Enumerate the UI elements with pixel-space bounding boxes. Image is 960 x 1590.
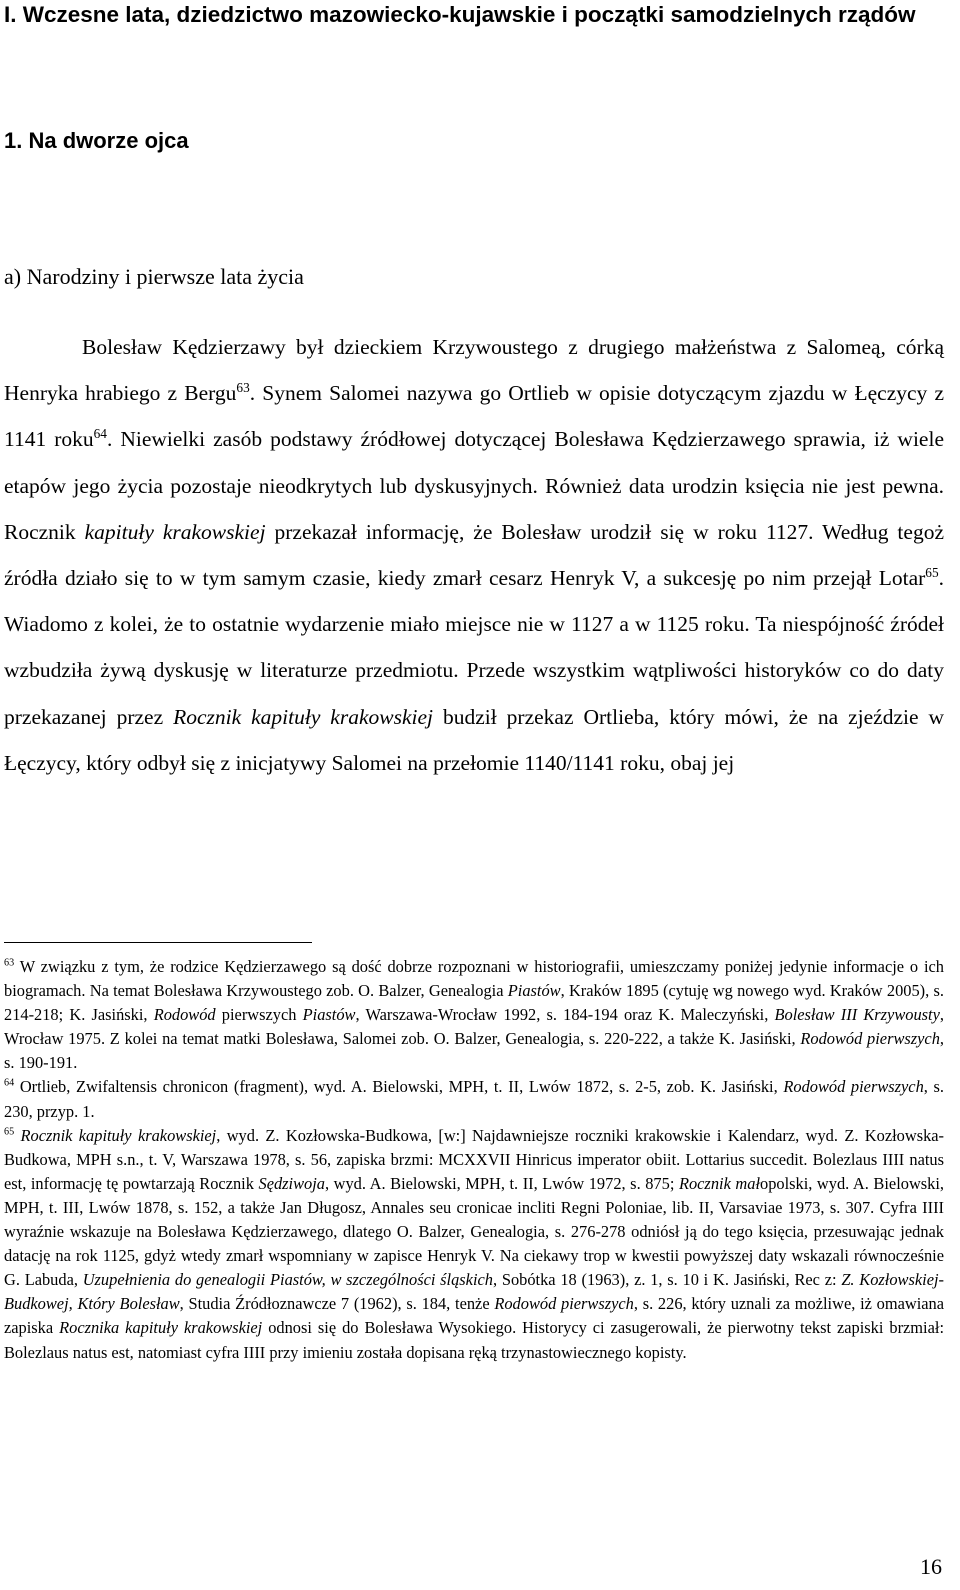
body-text-italic: kapituły krakowskiej (84, 519, 266, 544)
footnote-italic: Rocznik kapituły krakowskiej (20, 1125, 217, 1145)
footnote-italic: Rodowód pierwszych (494, 1294, 634, 1314)
subsection-title: a) Narodziny i pierwsze lata życia (4, 264, 304, 289)
footnote-number: 64 (4, 1078, 15, 1089)
footnote-text: opolski, wyd. A. Bielowski, MPH, t. III, Lwów 1878, s. 152, a także Jan Długosz, Annales seu cronicae incliti Regni Poloniae, lib. II, Varsaviae 1973, s. 307. Cyfra IIII wyraźnie wskazuje na Bolesława Kędzierzawego, dlatego O. Balzer, Genealogia, s. 276-278 odniósł ją do tego księcia, przesuwając jednak datację na rok 1125, gdyż wtedy zmarł wspomniany w zapisce Henryk V. Na ciekawy trop w kwestii powyższej daty wskazali równocześnie G. Labuda, (4, 1173, 945, 1290)
body-paragraph (4, 324, 944, 786)
footnote-italic: Z. Kozłowskiej-Budkowej, Który Bolesław (4, 1270, 944, 1314)
footnote-text: Ortlieb, Zwifaltensis chronicon (fragment), wyd. A. Bielowski, MPH, t. II, Lwów 1872, s. 2-5, zob. K. Jasiński, (14, 1077, 784, 1097)
body-text-segment: . Synem Salomei nazywa go Ortlieb w opisie dotyczącym zjazdu w Łęczycy z 1141 roku (4, 381, 945, 452)
body-text-segment: . Niewielki zasób podstawy źródłowej dotyczącej Bolesława Kędzierzawego sprawia, iż wiele etapów jego życia pozostaje nieodkrytych lub dyskusyjnych. Również data urodzin księcia nie jest pewna. (4, 427, 944, 498)
footnote-text: W związku z tym, że rodzice Kędzierzawego są dość dobrze rozpoznani w historiografii, umieszczamy poniżej jedynie informacje o ich biogramach. Na temat Bolesława Krzywoustego zob. O. Balzer, Genealogia (4, 957, 944, 1001)
footnote-italic: Rodowód (153, 1005, 216, 1025)
footnote-ref-64[interactable]: 64 (93, 426, 107, 442)
footnote-italic: Sędziwoja (258, 1173, 325, 1193)
page-number: 16 (920, 1554, 942, 1579)
footnote-text: pierwszych (215, 1005, 303, 1025)
body-text-segment: budził przekaz Ortlieba, który mówi, że na zjeździe w Łęczycy, który odbył się z inicjatywy Salomei na przełomie 1140/1141 roku, obaj jej (4, 704, 945, 775)
footnote-text: , Wrocław 1975. Z kolei na temat matki Bolesława, Salomei zob. O. Balzer, Genealogia, s. 220-222, a także K. Jasiński, (4, 1005, 944, 1049)
footnote-italic: Rodowód pierwszych (783, 1077, 924, 1097)
footnote-text: , s. 230, przyp. 1. (4, 1077, 945, 1121)
body-text-segment: przekazał informację, że Bolesław urodził się w roku 1127. Według tegoż źródła działo się to w tym samym czasie, kiedy zmarł cesarz Henryk V, a sukcesję po nim przejął Lotar (4, 519, 944, 591)
footnote-number: 65 (4, 1126, 15, 1138)
footnote-text: , Kraków 1895 (cytuję wg nowego wyd. Kraków 2005), s. 214-218; K. Jasiński, (4, 981, 944, 1025)
footnote-italic: Uzupełnienia do genealogii Piastów, w szczególności śląskich (82, 1270, 493, 1290)
footnote-64 (4, 1075, 944, 1123)
chapter-title: I. Wczesne lata, dziedzictwo mazowiecko-kujawskie i początki samodzielnych rządów (4, 2, 916, 27)
footnote-text: , s. 190-191. (4, 1029, 944, 1073)
body-text-italic: Rocznik kapituły krakowskiej (173, 704, 434, 729)
footnote-ref-65[interactable]: 65 (925, 564, 939, 580)
footnote-italic: Piastów (302, 1005, 356, 1025)
footnote-text: , Warszawa-Wrocław 1992, s. 184-194 oraz K. Maleczyński, (355, 1005, 775, 1025)
footnote-italic: Piastów (507, 981, 561, 1001)
body-text-segment: . Wiadomo z kolei, że to ostatnie wydarzenie miało miejsce nie w 1127 a w 1125 roku. Ta niespójność źródeł wzbudziła żywą dyskusję w literaturze przedmiotu. Przede wszystkim wątpliwości historyków co do daty przekazanej przez (4, 566, 944, 729)
footnote-italic: Rodowód pierwszych (800, 1029, 940, 1049)
body-text-segment: Rocznik (4, 519, 85, 544)
section-title: 1. Na dworze ojca (4, 128, 189, 153)
footnote-63 (4, 955, 944, 1075)
footnote-text: , wyd. Z. Kozłowska-Budkowa, [w:] Najdawniejsze roczniki krakowskie i Kalendarz, wyd. Z. Kozłowska-Budkowa, MPH s.n., t. V, Warszawa 1978, s. 56, zapiska brzmi: MCXXVII Hinricus imperator obiit. Lottarius succedit. Bolezlaus IIII natus est, informację tę powtarzają Rocznik (4, 1125, 944, 1193)
footnotes-section (4, 955, 944, 1365)
footnote-number: 63 (4, 957, 15, 969)
footnote-text: odnosi się do Bolesława Wysokiego. Historycy ci zasugerowali, że pierwotny tekst zapiski brzmiał: Bolezlaus natus est, natomiast cyfra IIII przy imieniu została dopisana ręką trzynastowiecznego kopisty. (4, 1318, 944, 1362)
footnote-italic: Rocznika kapituły krakowskiej (59, 1318, 263, 1338)
footnote-ref-63[interactable]: 63 (236, 380, 250, 396)
footnote-text: , Studia Źródłoznawcze 7 (1962), s. 184, tenże (179, 1294, 495, 1314)
footnote-italic: Bolesław III Krzywousty (774, 1005, 940, 1025)
footnote-text: , wyd. A. Bielowski, MPH, t. II, Lwów 1972, s. 875; (324, 1173, 679, 1193)
footnote-italic: Rocznik mał (678, 1173, 760, 1193)
footnote-text: , s. 226, który uznali za możliwe, iż omawiana zapiska (4, 1294, 944, 1338)
footnote-65 (4, 1124, 944, 1365)
body-text-segment: Bolesław Kędzierzawy był dzieckiem Krzywoustego z drugiego małżeństwa z Salomeą, córką Henryka hrabiego z Bergu (4, 335, 944, 406)
footnote-divider (4, 942, 312, 943)
footnote-text: , Sobótka 18 (1963), z. 1, s. 10 i K. Jasiński, Rec z: (492, 1270, 842, 1290)
